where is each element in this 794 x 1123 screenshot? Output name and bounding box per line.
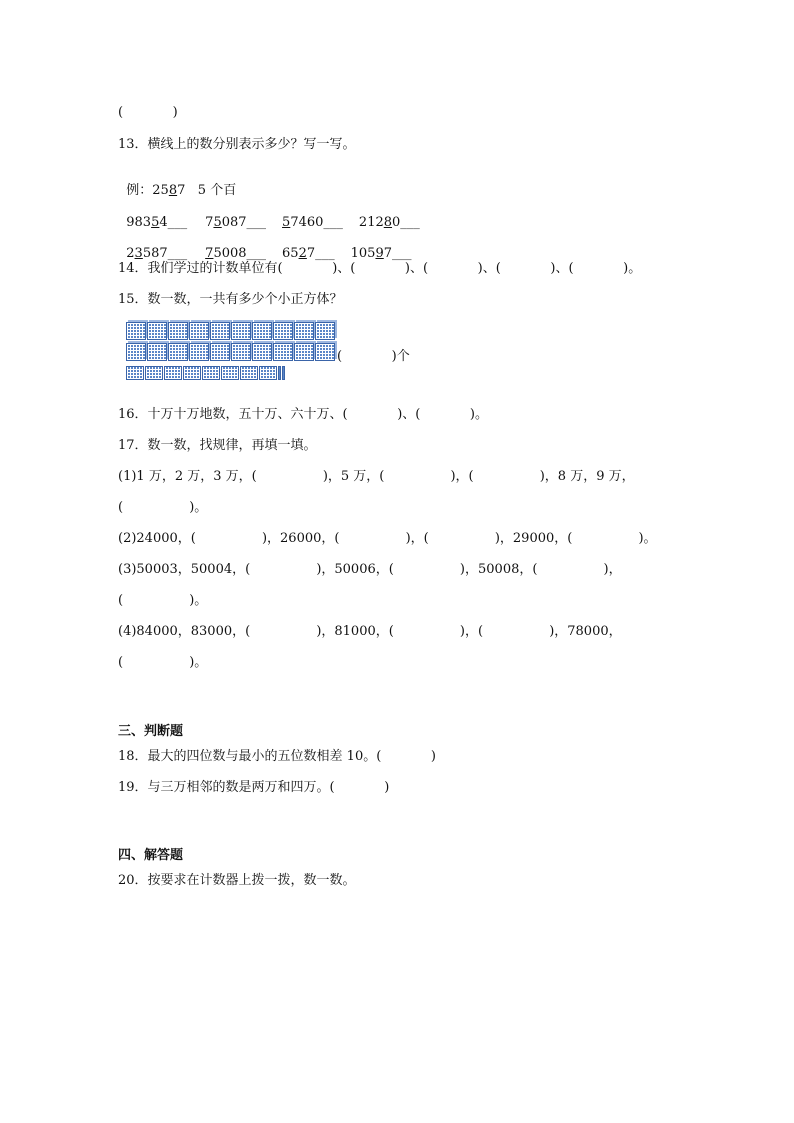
thousand-cube: [252, 322, 272, 340]
q13-item: 21280___: [358, 215, 420, 230]
q13-item: 98354___: [126, 215, 188, 230]
hundred-flat: [240, 366, 258, 380]
thousand-cube: [273, 343, 293, 361]
ten-stick: [278, 366, 281, 380]
q17-part-1-cont: ( )。: [118, 500, 208, 515]
thousand-cube: [147, 322, 167, 340]
example-number-part: 25: [152, 183, 169, 198]
example-answer: 5 个百: [185, 183, 237, 198]
cube-figure: [126, 322, 335, 385]
example-number-part: 7: [177, 183, 186, 198]
thousand-cube: [294, 322, 314, 340]
question-18: 18．最大的四位数与最小的五位数相差 10。( ): [118, 749, 436, 764]
example-line: [118, 167, 236, 199]
q13-item: 75008___: [205, 246, 267, 261]
q13-row-1: [118, 199, 420, 231]
answer-blank-line: ( ): [118, 105, 178, 120]
q13-item: 75087___: [205, 215, 267, 230]
question-17: 17．数一数，找规律，再填一填。: [118, 438, 317, 453]
thousand-cube: [252, 343, 272, 361]
thousand-cube: [294, 343, 314, 361]
section-3-heading: 三、判断题: [118, 724, 184, 739]
q17-part-4: (4)84000，83000，( )，81000，( )，( )，78000，: [118, 624, 622, 639]
thousand-cube: [231, 343, 251, 361]
thousand-cube: [231, 322, 251, 340]
thousand-cube: [189, 343, 209, 361]
hundred-flat: [259, 366, 277, 380]
thousand-cube: [189, 322, 209, 340]
q13-item: 23587___: [126, 246, 188, 261]
thousand-cube: [147, 343, 167, 361]
q17-part-4-cont: ( )。: [118, 655, 208, 670]
cube-row: [126, 322, 335, 340]
question-14: 14．我们学过的计数单位有( )、( )、( )、( )、( )。: [118, 261, 642, 276]
example-prefix: 例：: [126, 183, 153, 198]
thousand-cube: [168, 322, 188, 340]
hundred-flat: [202, 366, 220, 380]
q17-part-1: (1)1 万，2 万，3 万，( )，5 万，( )，( )，8 万，9 万，: [118, 469, 635, 484]
question-20: 20．按要求在计数器上拨一拨，数一数。: [118, 873, 356, 888]
question-16: 16．十万十万地数，五十万、六十万、( )、( )。: [118, 407, 489, 422]
thousand-cube: [315, 343, 335, 361]
hundred-flat: [126, 366, 144, 380]
thousand-cube: [210, 322, 230, 340]
q13-item: 10597___: [350, 246, 412, 261]
q17-part-2: (2)24000，( )，26000，( )，( )，29000，( )。: [118, 531, 657, 546]
ten-stick: [282, 366, 285, 380]
thousand-cube: [126, 343, 146, 361]
hundred-flat: [164, 366, 182, 380]
question-15-answer: ( )个: [337, 349, 410, 364]
question-15: 15．数一数，一共有多少个小正方体？: [118, 292, 343, 307]
thousand-cube: [273, 322, 293, 340]
question-13: 13．横线上的数分别表示多少？写一写。: [118, 137, 356, 152]
q17-part-3: (3)50003，50004，( )，50006，( )，50008，( )，: [118, 562, 622, 577]
hundred-flat: [183, 366, 201, 380]
example-underlined-digit: 8: [168, 183, 178, 198]
thousand-cube: [168, 343, 188, 361]
hundred-flat: [221, 366, 239, 380]
thousand-cube: [126, 322, 146, 340]
question-19: 19．与三万相邻的数是两万和四万。( ): [118, 780, 390, 795]
q17-part-3-cont: ( )。: [118, 593, 208, 608]
q13-row-2: [118, 230, 412, 262]
cube-row: [126, 343, 335, 361]
hundred-flat: [145, 366, 163, 380]
thousand-cube: [210, 343, 230, 361]
thousand-cube: [315, 322, 335, 340]
section-4-heading: 四、解答题: [118, 848, 184, 863]
q13-item: 6527___: [282, 246, 335, 261]
q13-item: 57460___: [282, 215, 343, 230]
cube-row: [126, 364, 335, 382]
